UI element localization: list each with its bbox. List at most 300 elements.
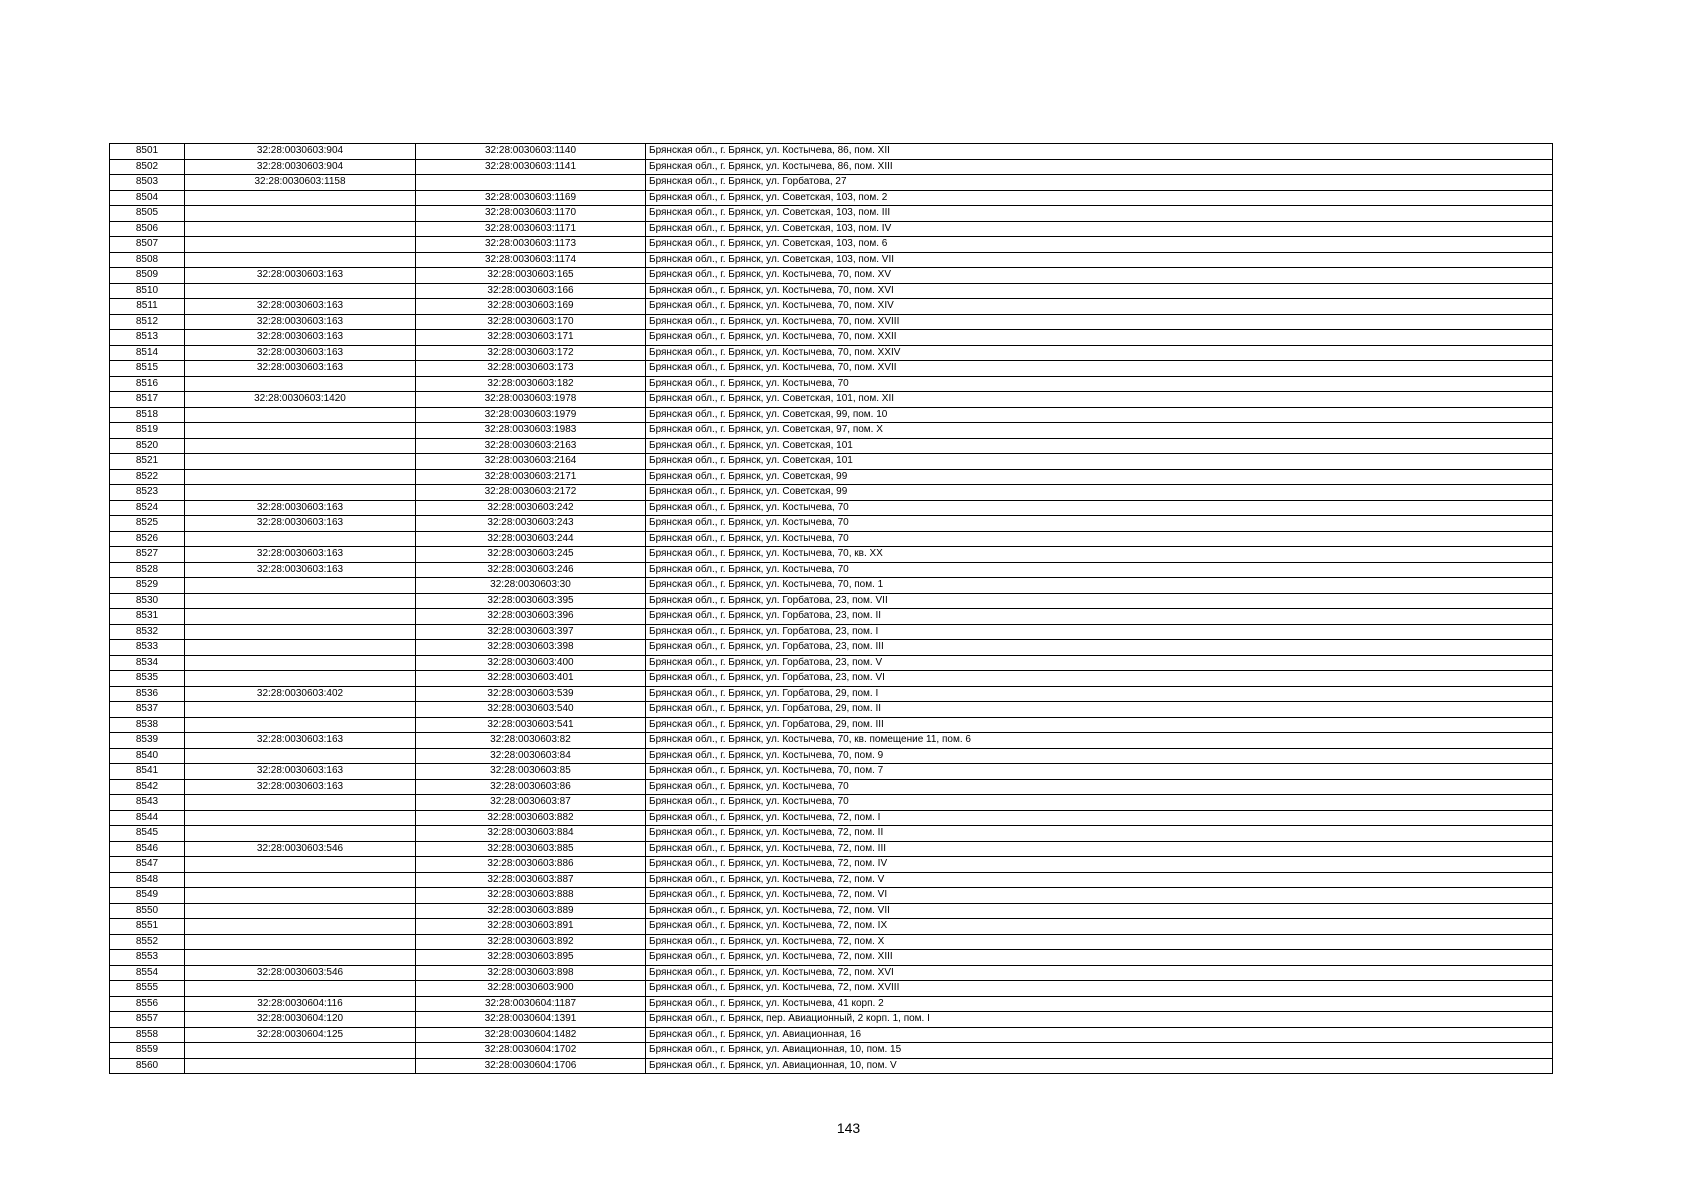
object-cadastral-number-cell: 32:28:0030603:30	[416, 578, 646, 594]
row-number-cell: 8516	[110, 376, 185, 392]
row-number-cell: 8549	[110, 888, 185, 904]
object-cadastral-number-cell: 32:28:0030603:395	[416, 593, 646, 609]
row-number-cell: 8538	[110, 717, 185, 733]
object-cadastral-number-cell: 32:28:0030603:891	[416, 919, 646, 935]
address-cell: Брянская обл., г. Брянск, ул. Советская, 99, пом. 10	[646, 407, 1553, 423]
parcel-cadastral-number-cell	[185, 252, 416, 268]
object-cadastral-number-cell: 32:28:0030603:1171	[416, 221, 646, 237]
parcel-cadastral-number-cell	[185, 826, 416, 842]
object-cadastral-number-cell: 32:28:0030603:166	[416, 283, 646, 299]
parcel-cadastral-number-cell	[185, 407, 416, 423]
object-cadastral-number-cell: 32:28:0030603:84	[416, 748, 646, 764]
row-number-cell: 8559	[110, 1043, 185, 1059]
row-number-cell: 8535	[110, 671, 185, 687]
row-number-cell: 8507	[110, 237, 185, 253]
address-cell: Брянская обл., г. Брянск, ул. Костычева, 70, пом. XV	[646, 268, 1553, 284]
row-number-cell: 8539	[110, 733, 185, 749]
row-number-cell: 8526	[110, 531, 185, 547]
parcel-cadastral-number-cell	[185, 702, 416, 718]
address-cell: Брянская обл., г. Брянск, ул. Костычева, 70, пом. XVI	[646, 283, 1553, 299]
object-cadastral-number-cell: 32:28:0030603:85	[416, 764, 646, 780]
parcel-cadastral-number-cell	[185, 454, 416, 470]
parcel-cadastral-number-cell	[185, 919, 416, 935]
address-cell: Брянская обл., г. Брянск, ул. Костычева, 70, пом. 1	[646, 578, 1553, 594]
address-cell: Брянская обл., г. Брянск, ул. Костычева, 72, пом. II	[646, 826, 1553, 842]
row-number-cell: 8545	[110, 826, 185, 842]
row-number-cell: 8511	[110, 299, 185, 315]
row-number-cell: 8502	[110, 159, 185, 175]
address-cell: Брянская обл., г. Брянск, ул. Костычева, 72, пом. XVIII	[646, 981, 1553, 997]
parcel-cadastral-number-cell	[185, 237, 416, 253]
row-number-cell: 8501	[110, 144, 185, 160]
table-row	[110, 717, 1553, 733]
table-row	[110, 609, 1553, 625]
object-cadastral-number-cell: 32:28:0030603:87	[416, 795, 646, 811]
row-number-cell: 8523	[110, 485, 185, 501]
address-cell: Брянская обл., г. Брянск, ул. Костычева, 72, пом. VI	[646, 888, 1553, 904]
address-cell: Брянская обл., г. Брянск, ул. Костычева, 70	[646, 376, 1553, 392]
parcel-cadastral-number-cell	[185, 717, 416, 733]
address-cell: Брянская обл., г. Брянск, ул. Советская, 101, пом. XII	[646, 392, 1553, 408]
parcel-cadastral-number-cell: 32:28:0030603:546	[185, 965, 416, 981]
table-row	[110, 283, 1553, 299]
address-cell: Брянская обл., г. Брянск, ул. Горбатова, 23, пом. II	[646, 609, 1553, 625]
address-cell: Брянская обл., г. Брянск, ул. Советская, 99	[646, 485, 1553, 501]
row-number-cell: 8513	[110, 330, 185, 346]
parcel-cadastral-number-cell: 32:28:0030603:163	[185, 500, 416, 516]
object-cadastral-number-cell: 32:28:0030603:171	[416, 330, 646, 346]
table-row	[110, 934, 1553, 950]
table-row	[110, 252, 1553, 268]
table-row	[110, 578, 1553, 594]
table-row	[110, 655, 1553, 671]
row-number-cell: 8554	[110, 965, 185, 981]
address-cell: Брянская обл., г. Брянск, ул. Советская, 103, пом. 6	[646, 237, 1553, 253]
address-cell: Брянская обл., г. Брянск, ул. Костычева, 70, пом. XXIV	[646, 345, 1553, 361]
table-row	[110, 469, 1553, 485]
address-cell: Брянская обл., г. Брянск, ул. Костычева, 70, пом. XVII	[646, 361, 1553, 377]
parcel-cadastral-number-cell	[185, 593, 416, 609]
row-number-cell: 8532	[110, 624, 185, 640]
table-row	[110, 624, 1553, 640]
parcel-cadastral-number-cell	[185, 283, 416, 299]
address-cell: Брянская обл., г. Брянск, ул. Советская, 101	[646, 438, 1553, 454]
address-cell: Брянская обл., г. Брянск, ул. Костычева, 86, пом. XIII	[646, 159, 1553, 175]
address-cell: Брянская обл., г. Брянск, ул. Костычева, 70	[646, 562, 1553, 578]
parcel-cadastral-number-cell: 32:28:0030603:402	[185, 686, 416, 702]
row-number-cell: 8556	[110, 996, 185, 1012]
table-row	[110, 454, 1553, 470]
registry-table	[109, 143, 1553, 1074]
address-cell: Брянская обл., г. Брянск, ул. Костычева, 72, пом. IX	[646, 919, 1553, 935]
table-row	[110, 268, 1553, 284]
table-row	[110, 361, 1553, 377]
table-row	[110, 764, 1553, 780]
table-row	[110, 485, 1553, 501]
table-row	[110, 981, 1553, 997]
page-number: 143	[836, 1120, 861, 1136]
row-number-cell: 8520	[110, 438, 185, 454]
table-row	[110, 500, 1553, 516]
object-cadastral-number-cell: 32:28:0030603:401	[416, 671, 646, 687]
object-cadastral-number-cell: 32:28:0030603:169	[416, 299, 646, 315]
object-cadastral-number-cell: 32:28:0030603:1173	[416, 237, 646, 253]
object-cadastral-number-cell	[416, 175, 646, 191]
address-cell: Брянская обл., г. Брянск, ул. Советская, 103, пом. 2	[646, 190, 1553, 206]
address-cell: Брянская обл., г. Брянск, ул. Горбатова, 29, пом. III	[646, 717, 1553, 733]
address-cell: Брянская обл., г. Брянск, ул. Авиационная, 10, пом. 15	[646, 1043, 1553, 1059]
object-cadastral-number-cell: 32:28:0030603:172	[416, 345, 646, 361]
table-row	[110, 748, 1553, 764]
table-row	[110, 206, 1553, 222]
object-cadastral-number-cell: 32:28:0030603:892	[416, 934, 646, 950]
table-row	[110, 640, 1553, 656]
row-number-cell: 8537	[110, 702, 185, 718]
table-row	[110, 144, 1553, 160]
address-cell: Брянская обл., г. Брянск, ул. Советская, 103, пом. III	[646, 206, 1553, 222]
parcel-cadastral-number-cell: 32:28:0030603:163	[185, 764, 416, 780]
table-row	[110, 671, 1553, 687]
address-cell: Брянская обл., г. Брянск, ул. Советская, 101	[646, 454, 1553, 470]
registry-body	[110, 144, 1553, 1074]
row-number-cell: 8503	[110, 175, 185, 191]
object-cadastral-number-cell: 32:28:0030603:888	[416, 888, 646, 904]
table-row	[110, 919, 1553, 935]
row-number-cell: 8504	[110, 190, 185, 206]
parcel-cadastral-number-cell: 32:28:0030603:1158	[185, 175, 416, 191]
address-cell: Брянская обл., г. Брянск, ул. Костычева, 72, пом. V	[646, 872, 1553, 888]
row-number-cell: 8519	[110, 423, 185, 439]
parcel-cadastral-number-cell	[185, 888, 416, 904]
address-cell: Брянская обл., г. Брянск, ул. Советская, 97, пом. X	[646, 423, 1553, 439]
table-row	[110, 903, 1553, 919]
object-cadastral-number-cell: 32:28:0030603:2172	[416, 485, 646, 501]
parcel-cadastral-number-cell: 32:28:0030603:163	[185, 361, 416, 377]
table-row	[110, 299, 1553, 315]
address-cell: Брянская обл., г. Брянск, ул. Костычева, 70	[646, 795, 1553, 811]
parcel-cadastral-number-cell	[185, 981, 416, 997]
row-number-cell: 8543	[110, 795, 185, 811]
row-number-cell: 8552	[110, 934, 185, 950]
row-number-cell: 8524	[110, 500, 185, 516]
table-row	[110, 159, 1553, 175]
address-cell: Брянская обл., г. Брянск, ул. Костычева, 41 корп. 2	[646, 996, 1553, 1012]
object-cadastral-number-cell: 32:28:0030603:1174	[416, 252, 646, 268]
object-cadastral-number-cell: 32:28:0030603:1169	[416, 190, 646, 206]
address-cell: Брянская обл., г. Брянск, ул. Горбатова, 23, пом. VI	[646, 671, 1553, 687]
table-row	[110, 795, 1553, 811]
table-row	[110, 857, 1553, 873]
parcel-cadastral-number-cell: 32:28:0030603:163	[185, 345, 416, 361]
table-row	[110, 872, 1553, 888]
address-cell: Брянская обл., г. Брянск, ул. Авиационная, 10, пом. V	[646, 1058, 1553, 1074]
row-number-cell: 8534	[110, 655, 185, 671]
address-cell: Брянская обл., г. Брянск, ул. Горбатова, 29, пом. II	[646, 702, 1553, 718]
row-number-cell: 8514	[110, 345, 185, 361]
row-number-cell: 8555	[110, 981, 185, 997]
object-cadastral-number-cell: 32:28:0030603:885	[416, 841, 646, 857]
row-number-cell: 8515	[110, 361, 185, 377]
parcel-cadastral-number-cell	[185, 795, 416, 811]
parcel-cadastral-number-cell	[185, 950, 416, 966]
parcel-cadastral-number-cell: 32:28:0030603:904	[185, 159, 416, 175]
address-cell: Брянская обл., г. Брянск, ул. Костычева, 70, пом. XIV	[646, 299, 1553, 315]
table-row	[110, 702, 1553, 718]
address-cell: Брянская обл., г. Брянск, ул. Советская, 103, пом. VII	[646, 252, 1553, 268]
address-cell: Брянская обл., г. Брянск, ул. Авиационная, 16	[646, 1027, 1553, 1043]
object-cadastral-number-cell: 32:28:0030604:1482	[416, 1027, 646, 1043]
object-cadastral-number-cell: 32:28:0030603:2171	[416, 469, 646, 485]
table-row	[110, 376, 1553, 392]
object-cadastral-number-cell: 32:28:0030604:1706	[416, 1058, 646, 1074]
address-cell: Брянская обл., г. Брянск, ул. Горбатова, 29, пом. I	[646, 686, 1553, 702]
row-number-cell: 8525	[110, 516, 185, 532]
parcel-cadastral-number-cell: 32:28:0030603:163	[185, 268, 416, 284]
row-number-cell: 8529	[110, 578, 185, 594]
row-number-cell: 8533	[110, 640, 185, 656]
parcel-cadastral-number-cell	[185, 872, 416, 888]
table-row	[110, 438, 1553, 454]
parcel-cadastral-number-cell	[185, 857, 416, 873]
object-cadastral-number-cell: 32:28:0030603:82	[416, 733, 646, 749]
parcel-cadastral-number-cell	[185, 640, 416, 656]
address-cell: Брянская обл., г. Брянск, ул. Костычева, 70, пом. XXII	[646, 330, 1553, 346]
parcel-cadastral-number-cell	[185, 221, 416, 237]
parcel-cadastral-number-cell	[185, 624, 416, 640]
row-number-cell: 8542	[110, 779, 185, 795]
parcel-cadastral-number-cell: 32:28:0030603:546	[185, 841, 416, 857]
address-cell: Брянская обл., г. Брянск, ул. Горбатова, 27	[646, 175, 1553, 191]
parcel-cadastral-number-cell	[185, 423, 416, 439]
row-number-cell: 8548	[110, 872, 185, 888]
row-number-cell: 8558	[110, 1027, 185, 1043]
table-row	[110, 888, 1553, 904]
table-row	[110, 314, 1553, 330]
object-cadastral-number-cell: 32:28:0030603:886	[416, 857, 646, 873]
row-number-cell: 8541	[110, 764, 185, 780]
address-cell: Брянская обл., г. Брянск, ул. Костычева, 72, пом. XIII	[646, 950, 1553, 966]
table-row	[110, 345, 1553, 361]
address-cell: Брянская обл., г. Брянск, ул. Костычева, 70, пом. XVIII	[646, 314, 1553, 330]
parcel-cadastral-number-cell: 32:28:0030603:163	[185, 562, 416, 578]
row-number-cell: 8544	[110, 810, 185, 826]
object-cadastral-number-cell: 32:28:0030603:541	[416, 717, 646, 733]
table-row	[110, 330, 1553, 346]
table-row	[110, 686, 1553, 702]
parcel-cadastral-number-cell	[185, 748, 416, 764]
address-cell: Брянская обл., г. Брянск, пер. Авиационный, 2 корп. 1, пом. I	[646, 1012, 1553, 1028]
object-cadastral-number-cell: 32:28:0030603:182	[416, 376, 646, 392]
parcel-cadastral-number-cell	[185, 1043, 416, 1059]
object-cadastral-number-cell: 32:28:0030604:1391	[416, 1012, 646, 1028]
object-cadastral-number-cell: 32:28:0030603:396	[416, 609, 646, 625]
object-cadastral-number-cell: 32:28:0030603:398	[416, 640, 646, 656]
object-cadastral-number-cell: 32:28:0030603:1141	[416, 159, 646, 175]
row-number-cell: 8528	[110, 562, 185, 578]
object-cadastral-number-cell: 32:28:0030603:244	[416, 531, 646, 547]
parcel-cadastral-number-cell	[185, 531, 416, 547]
address-cell: Брянская обл., г. Брянск, ул. Костычева, 72, пом. VII	[646, 903, 1553, 919]
table-row	[110, 237, 1553, 253]
address-cell: Брянская обл., г. Брянск, ул. Костычева, 70, кв. XX	[646, 547, 1553, 563]
address-cell: Брянская обл., г. Брянск, ул. Костычева, 70, пом. 9	[646, 748, 1553, 764]
address-cell: Брянская обл., г. Брянск, ул. Костычева, 70	[646, 779, 1553, 795]
parcel-cadastral-number-cell: 32:28:0030604:120	[185, 1012, 416, 1028]
object-cadastral-number-cell: 32:28:0030603:1983	[416, 423, 646, 439]
address-cell: Брянская обл., г. Брянск, ул. Горбатова, 23, пом. V	[646, 655, 1553, 671]
table-row	[110, 733, 1553, 749]
object-cadastral-number-cell: 32:28:0030603:400	[416, 655, 646, 671]
address-cell: Брянская обл., г. Брянск, ул. Костычева, 70	[646, 531, 1553, 547]
address-cell: Брянская обл., г. Брянск, ул. Костычева, 72, пом. IV	[646, 857, 1553, 873]
address-cell: Брянская обл., г. Брянск, ул. Горбатова, 23, пом. III	[646, 640, 1553, 656]
row-number-cell: 8521	[110, 454, 185, 470]
table-row	[110, 547, 1553, 563]
parcel-cadastral-number-cell	[185, 655, 416, 671]
object-cadastral-number-cell: 32:28:0030603:245	[416, 547, 646, 563]
object-cadastral-number-cell: 32:28:0030603:889	[416, 903, 646, 919]
parcel-cadastral-number-cell: 32:28:0030603:163	[185, 779, 416, 795]
table-row	[110, 826, 1553, 842]
object-cadastral-number-cell: 32:28:0030603:895	[416, 950, 646, 966]
row-number-cell: 8512	[110, 314, 185, 330]
table-row	[110, 531, 1553, 547]
parcel-cadastral-number-cell	[185, 810, 416, 826]
object-cadastral-number-cell: 32:28:0030603:887	[416, 872, 646, 888]
object-cadastral-number-cell: 32:28:0030603:1979	[416, 407, 646, 423]
table-row	[110, 779, 1553, 795]
object-cadastral-number-cell: 32:28:0030603:900	[416, 981, 646, 997]
object-cadastral-number-cell: 32:28:0030603:397	[416, 624, 646, 640]
parcel-cadastral-number-cell: 32:28:0030603:163	[185, 733, 416, 749]
row-number-cell: 8560	[110, 1058, 185, 1074]
object-cadastral-number-cell: 32:28:0030603:882	[416, 810, 646, 826]
parcel-cadastral-number-cell	[185, 578, 416, 594]
row-number-cell: 8506	[110, 221, 185, 237]
table-row	[110, 996, 1553, 1012]
row-number-cell: 8509	[110, 268, 185, 284]
table-row	[110, 593, 1553, 609]
object-cadastral-number-cell: 32:28:0030604:1187	[416, 996, 646, 1012]
object-cadastral-number-cell: 32:28:0030603:165	[416, 268, 646, 284]
parcel-cadastral-number-cell	[185, 206, 416, 222]
table-row	[110, 423, 1553, 439]
parcel-cadastral-number-cell	[185, 609, 416, 625]
table-row	[110, 950, 1553, 966]
object-cadastral-number-cell: 32:28:0030603:2164	[416, 454, 646, 470]
table-row	[110, 516, 1553, 532]
object-cadastral-number-cell: 32:28:0030603:173	[416, 361, 646, 377]
parcel-cadastral-number-cell: 32:28:0030603:904	[185, 144, 416, 160]
table-row	[110, 407, 1553, 423]
row-number-cell: 8505	[110, 206, 185, 222]
parcel-cadastral-number-cell: 32:28:0030603:163	[185, 314, 416, 330]
object-cadastral-number-cell: 32:28:0030603:898	[416, 965, 646, 981]
address-cell: Брянская обл., г. Брянск, ул. Костычева, 72, пом. X	[646, 934, 1553, 950]
table-row	[110, 1027, 1553, 1043]
address-cell: Брянская обл., г. Брянск, ул. Советская, 103, пом. IV	[646, 221, 1553, 237]
table-row	[110, 1043, 1553, 1059]
table-row	[110, 175, 1553, 191]
parcel-cadastral-number-cell: 32:28:0030603:163	[185, 547, 416, 563]
object-cadastral-number-cell: 32:28:0030603:1978	[416, 392, 646, 408]
address-cell: Брянская обл., г. Брянск, ул. Советская, 99	[646, 469, 1553, 485]
object-cadastral-number-cell: 32:28:0030603:540	[416, 702, 646, 718]
address-cell: Брянская обл., г. Брянск, ул. Горбатова, 23, пом. I	[646, 624, 1553, 640]
row-number-cell: 8546	[110, 841, 185, 857]
row-number-cell: 8553	[110, 950, 185, 966]
address-cell: Брянская обл., г. Брянск, ул. Костычева, 70, кв. помещение 11, пом. 6	[646, 733, 1553, 749]
parcel-cadastral-number-cell	[185, 934, 416, 950]
table-row	[110, 562, 1553, 578]
parcel-cadastral-number-cell: 32:28:0030603:163	[185, 330, 416, 346]
object-cadastral-number-cell: 32:28:0030603:242	[416, 500, 646, 516]
object-cadastral-number-cell: 32:28:0030603:1140	[416, 144, 646, 160]
parcel-cadastral-number-cell: 32:28:0030604:125	[185, 1027, 416, 1043]
address-cell: Брянская обл., г. Брянск, ул. Костычева, 70	[646, 516, 1553, 532]
row-number-cell: 8508	[110, 252, 185, 268]
row-number-cell: 8557	[110, 1012, 185, 1028]
table-row	[110, 965, 1553, 981]
object-cadastral-number-cell: 32:28:0030603:884	[416, 826, 646, 842]
object-cadastral-number-cell: 32:28:0030603:1170	[416, 206, 646, 222]
row-number-cell: 8547	[110, 857, 185, 873]
parcel-cadastral-number-cell	[185, 190, 416, 206]
object-cadastral-number-cell: 32:28:0030603:246	[416, 562, 646, 578]
object-cadastral-number-cell: 32:28:0030603:170	[416, 314, 646, 330]
address-cell: Брянская обл., г. Брянск, ул. Костычева, 72, пом. I	[646, 810, 1553, 826]
table-row	[110, 1012, 1553, 1028]
object-cadastral-number-cell: 32:28:0030603:539	[416, 686, 646, 702]
object-cadastral-number-cell: 32:28:0030603:86	[416, 779, 646, 795]
row-number-cell: 8518	[110, 407, 185, 423]
row-number-cell: 8536	[110, 686, 185, 702]
object-cadastral-number-cell: 32:28:0030603:2163	[416, 438, 646, 454]
address-cell: Брянская обл., г. Брянск, ул. Костычева, 72, пом. XVI	[646, 965, 1553, 981]
address-cell: Брянская обл., г. Брянск, ул. Горбатова, 23, пом. VII	[646, 593, 1553, 609]
parcel-cadastral-number-cell	[185, 469, 416, 485]
row-number-cell: 8551	[110, 919, 185, 935]
row-number-cell: 8531	[110, 609, 185, 625]
parcel-cadastral-number-cell	[185, 671, 416, 687]
row-number-cell: 8522	[110, 469, 185, 485]
table-row	[110, 810, 1553, 826]
parcel-cadastral-number-cell	[185, 903, 416, 919]
row-number-cell: 8517	[110, 392, 185, 408]
parcel-cadastral-number-cell: 32:28:0030603:1420	[185, 392, 416, 408]
table-row	[110, 1058, 1553, 1074]
address-cell: Брянская обл., г. Брянск, ул. Костычева, 70	[646, 500, 1553, 516]
row-number-cell: 8530	[110, 593, 185, 609]
parcel-cadastral-number-cell: 32:28:0030604:116	[185, 996, 416, 1012]
object-cadastral-number-cell: 32:28:0030604:1702	[416, 1043, 646, 1059]
parcel-cadastral-number-cell	[185, 438, 416, 454]
address-cell: Брянская обл., г. Брянск, ул. Костычева, 72, пом. III	[646, 841, 1553, 857]
parcel-cadastral-number-cell	[185, 1058, 416, 1074]
table-row	[110, 221, 1553, 237]
row-number-cell: 8540	[110, 748, 185, 764]
parcel-cadastral-number-cell: 32:28:0030603:163	[185, 299, 416, 315]
address-cell: Брянская обл., г. Брянск, ул. Костычева, 86, пом. XII	[646, 144, 1553, 160]
parcel-cadastral-number-cell: 32:28:0030603:163	[185, 516, 416, 532]
row-number-cell: 8550	[110, 903, 185, 919]
table-row	[110, 841, 1553, 857]
address-cell: Брянская обл., г. Брянск, ул. Костычева, 70, пом. 7	[646, 764, 1553, 780]
object-cadastral-number-cell: 32:28:0030603:243	[416, 516, 646, 532]
table-row	[110, 392, 1553, 408]
parcel-cadastral-number-cell	[185, 485, 416, 501]
row-number-cell: 8527	[110, 547, 185, 563]
